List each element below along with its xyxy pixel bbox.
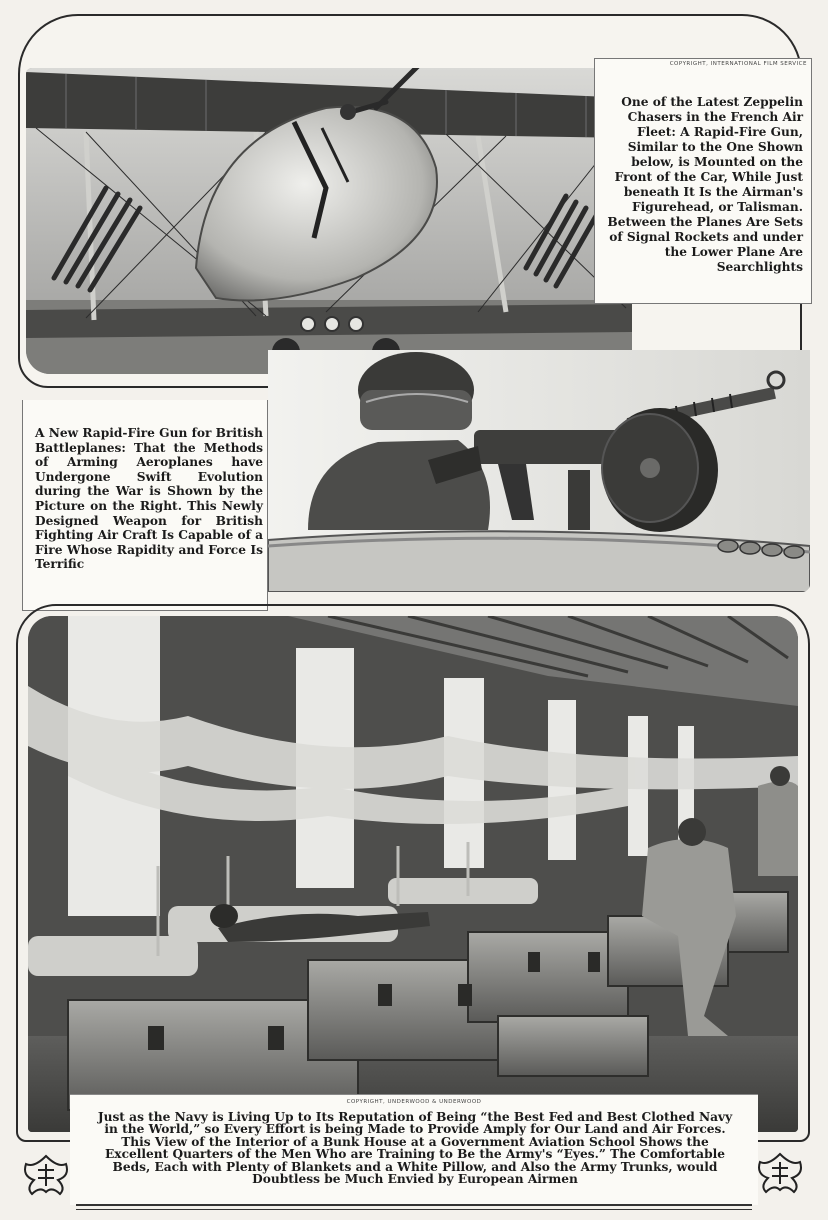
copyright-credit: COPYRIGHT, UNDERWOOD & UNDERWOOD [346,1099,482,1105]
bottom-rule [76,1204,752,1210]
copyright-credit: COPYRIGHT, INTERNATIONAL FILM SERVICE [669,61,807,67]
gun-illustration [268,350,810,592]
ornament-left-icon [20,1152,72,1198]
photo-rapid-fire-gun [268,350,810,592]
caption-zeppelin-chaser: One of the Latest Zeppelin Chasers in the French Air Fleet: A Rapid-Fire Gun, Similar to the One Shown below, is Mounted on the Front of the Car, While Just beneath It Is the Airman's Figurehead, or Talisman. Between the Planes Are Sets of Signal Rockets and under the Lower Plane Are Searchlights [607,95,803,274]
caption-box-bunk-house [70,1094,758,1205]
ornament-right-icon [754,1150,806,1196]
caption-rapid-fire-gun: A New Rapid-Fire Gun for British Battleplanes: That the Methods of Arming Aeroplanes have Undergone Swift Evolution during the War is Shown by the Picture on the Right. This Newly Designed Weapon for British Fighting Air Craft Is Capable of a Fire Whose Rapidity and Force Is Terrific [35,426,263,572]
aeroplane-illustration [26,68,632,374]
caption-bunk-house: Just as the Navy is Living Up to Its Reputation of Being “the Best Fed and Best Clothed Navy in the World,” so Every Effort is being Made to Provide Amply for Our Land and Air Forces. This View of the Interior of a Bunk House at a Government Aviation School Shows the Excellent Quarters of the Men Who are Training to Be the Army's “Eyes.” The Comfortable Beds, Each with Plenty of Blankets and a White Pillow, and Also the Army Trunks, would Doubtless be Much Envied by European Airmen [97,1110,733,1187]
caption-box-zeppelin [594,58,812,304]
caption-box-gun [22,400,268,611]
photo-bunk-house [28,616,798,1132]
photo-zeppelin-chaser [26,68,632,374]
bunk-house-illustration [28,616,798,1132]
